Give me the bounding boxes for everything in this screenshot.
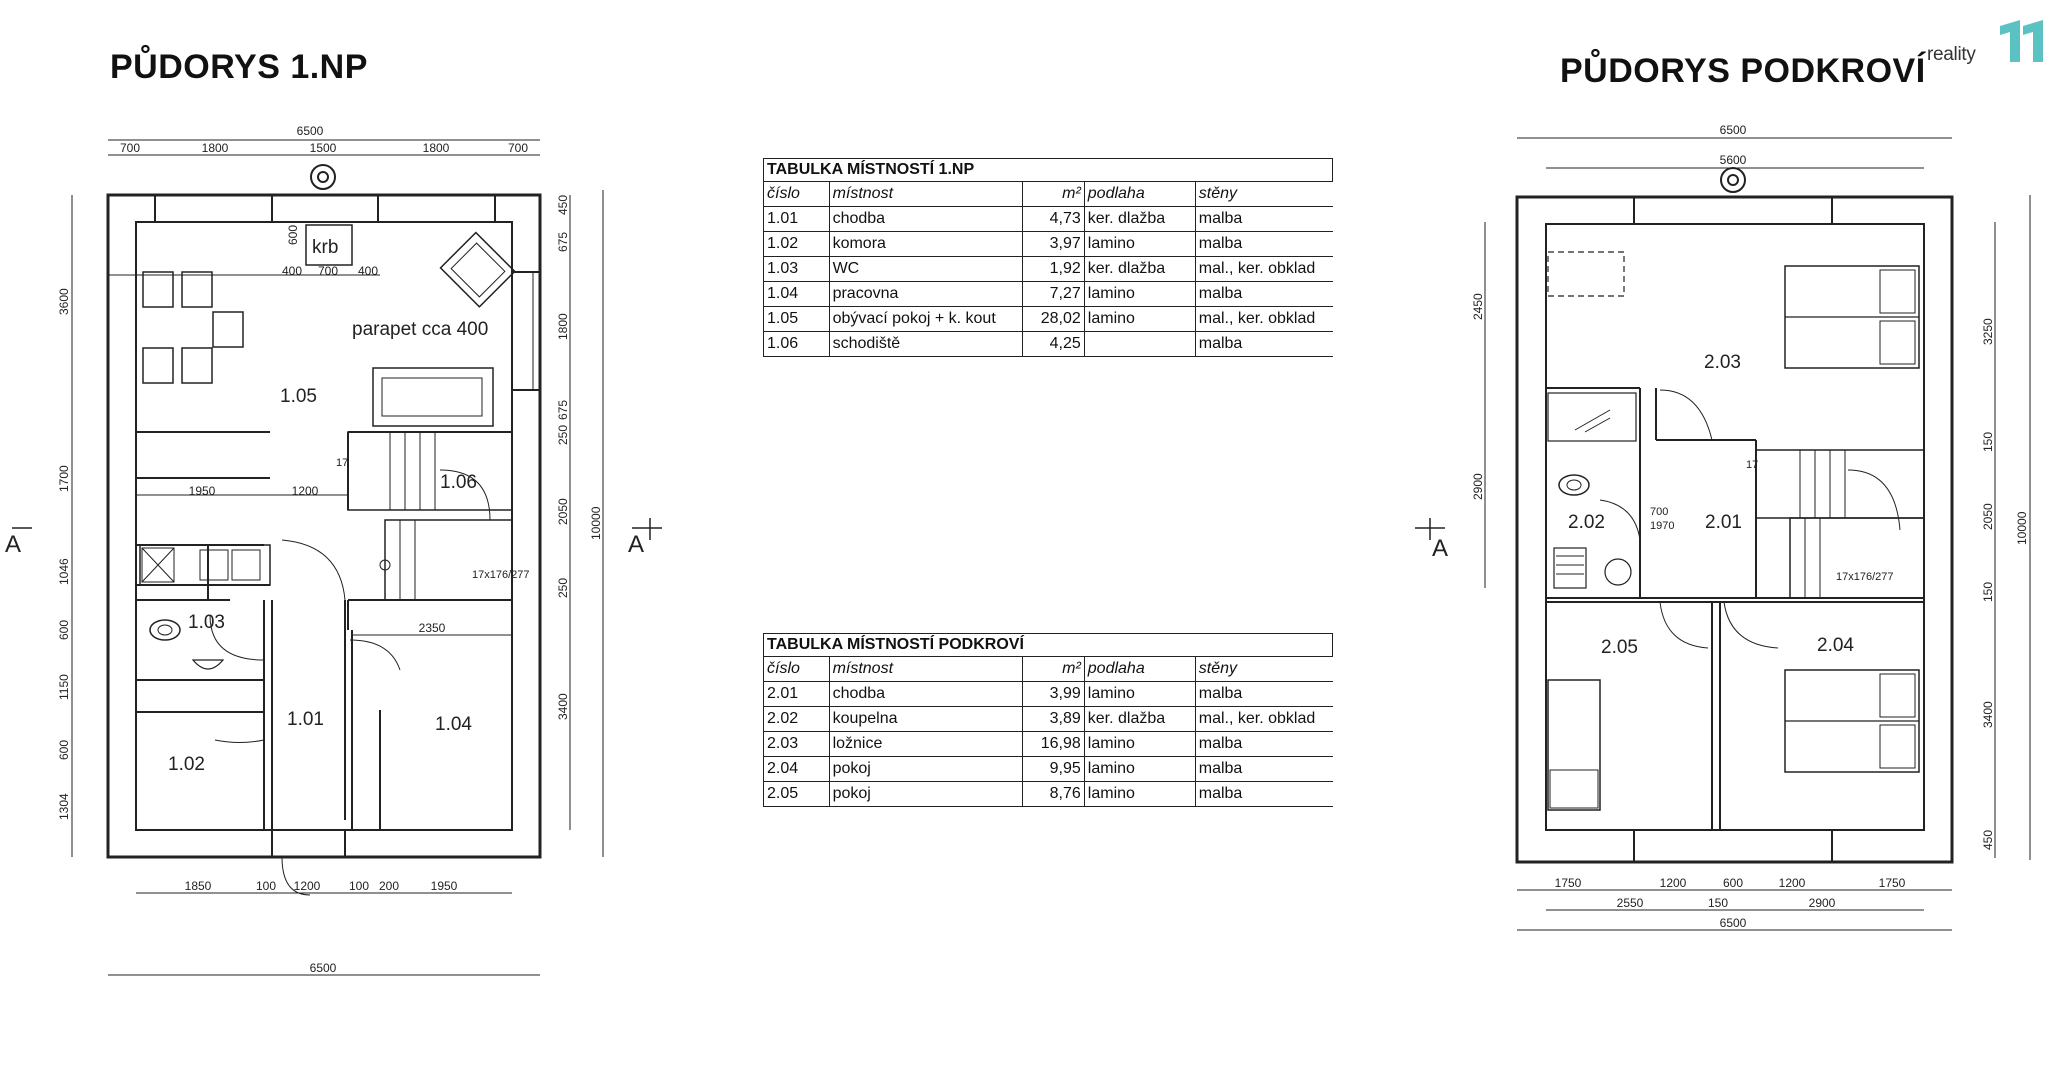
cell: malba	[1195, 757, 1333, 782]
dim-bottom-5: 200	[378, 879, 400, 893]
cell: 2.01	[764, 682, 830, 707]
cell: malba	[1195, 232, 1333, 257]
dim-left-3: 1046	[57, 558, 71, 585]
dim-top-total: 6500	[296, 124, 324, 138]
room-2-03: 2.03	[1704, 352, 1741, 373]
room-2-05: 2.05	[1601, 637, 1638, 658]
header-cislo: číslo	[764, 657, 830, 682]
table-header-row	[764, 182, 1334, 207]
room-2-04: 2.04	[1817, 635, 1854, 656]
krb-label: krb	[312, 237, 339, 258]
attic-dim-right-4: 150	[1981, 581, 1995, 602]
attic-dim-right-2: 150	[1981, 431, 1995, 452]
dim-top-2: 1800	[201, 141, 229, 155]
cell: malba	[1195, 782, 1333, 807]
header-area: m²	[1023, 182, 1085, 207]
attic-dim-top-total: 6500	[1719, 123, 1747, 137]
cell: lamino	[1084, 232, 1195, 257]
attic-dim-bottom-2: 1200	[1659, 876, 1687, 890]
cell: 7,27	[1023, 282, 1085, 307]
attic-dim-bottom-4: 1200	[1778, 876, 1806, 890]
dim-inner-1: 1950	[188, 484, 216, 498]
header-mistnost: místnost	[829, 657, 1023, 682]
attic-stair-label: 17x176/277	[1836, 571, 1894, 583]
table-row	[764, 732, 1334, 757]
attic-dim-bottom2-3: 2900	[1808, 896, 1836, 910]
cell: 3,97	[1023, 232, 1085, 257]
dim-top-1: 700	[119, 141, 141, 155]
cell: 28,02	[1023, 307, 1085, 332]
cell: ker. dlažba	[1084, 707, 1195, 732]
dim-bottom-1: 1850	[184, 879, 212, 893]
attic-dim-bottom-5: 1750	[1878, 876, 1906, 890]
cell: lamino	[1084, 682, 1195, 707]
room-table-ground	[763, 158, 1333, 357]
cell: 1.03	[764, 257, 830, 282]
room-1-02: 1.02	[168, 754, 205, 775]
cell: 2.03	[764, 732, 830, 757]
attic-dim-right-5: 3400	[1981, 701, 1995, 728]
cell: obývací pokoj + k. kout	[829, 307, 1023, 332]
room-table-attic	[763, 633, 1333, 807]
cell: komora	[829, 232, 1023, 257]
dim-left-5: 1150	[57, 674, 71, 700]
table-ground-caption: TABULKA MÍSTNOSTÍ 1.NP	[763, 158, 1333, 181]
dim-krb-3: 700	[317, 264, 339, 278]
dim-inner-2: 1200	[291, 484, 319, 498]
cell: chodba	[829, 207, 1023, 232]
table-row	[764, 307, 1334, 332]
cell: 1.05	[764, 307, 830, 332]
cell: lamino	[1084, 732, 1195, 757]
cell: 1.06	[764, 332, 830, 357]
dim-right-7: 250	[556, 577, 570, 598]
dim-right-6: 2050	[556, 498, 570, 525]
header-cislo: číslo	[764, 182, 830, 207]
cell: 3,89	[1023, 707, 1085, 732]
cell: lamino	[1084, 757, 1195, 782]
cell: 1.04	[764, 282, 830, 307]
ground-floor-title: PŮDORYS 1.NP	[110, 48, 368, 86]
cell: schodiště	[829, 332, 1023, 357]
attic-dim-bottom2-1: 2550	[1616, 896, 1644, 910]
dim-top-3: 1500	[309, 141, 337, 155]
table-row	[764, 257, 1334, 282]
table-row	[764, 332, 1334, 357]
table-row	[764, 757, 1334, 782]
cell: mal., ker. obklad	[1195, 707, 1333, 732]
dim-right-2: 675	[556, 231, 570, 252]
dim-krb-2: 400	[281, 264, 303, 278]
attic-dim-right-3: 2050	[1981, 503, 1995, 530]
table-header-row	[764, 657, 1334, 682]
cell: WC	[829, 257, 1023, 282]
cell: malba	[1195, 682, 1333, 707]
room-1-05: 1.05	[280, 386, 317, 407]
room-1-04: 1.04	[435, 714, 472, 735]
cell: ker. dlažba	[1084, 207, 1195, 232]
dim-bottom-total: 6500	[309, 961, 337, 975]
dim-krb-4: 400	[357, 264, 379, 278]
section-mark-right: A	[628, 531, 645, 558]
cell: ker. dlažba	[1084, 257, 1195, 282]
header-steny: stěny	[1195, 657, 1333, 682]
attic-dim-bottom2-2: 150	[1707, 896, 1729, 910]
cell: 16,98	[1023, 732, 1085, 757]
dim-bottom-4: 100	[348, 879, 370, 893]
dim-left-2: 1700	[57, 465, 71, 492]
table-row	[764, 707, 1334, 732]
attic-floor-title: PŮDORYS PODKROVÍ	[1560, 52, 1926, 90]
header-area: m²	[1023, 657, 1085, 682]
attic-stair-count: 17	[1746, 459, 1759, 471]
cell: 8,76	[1023, 782, 1085, 807]
cell: mal., ker. obklad	[1195, 307, 1333, 332]
cell: pokoj	[829, 757, 1023, 782]
logo-text: reality	[1927, 44, 1976, 65]
table-row	[764, 207, 1334, 232]
cell: lamino	[1084, 282, 1195, 307]
cell	[1084, 332, 1195, 357]
attic-dim-bottom-total: 6500	[1719, 916, 1747, 930]
door-dim-2: 1970	[1650, 520, 1675, 532]
table-row	[764, 232, 1334, 257]
attic-dim-left-2: 2900	[1471, 473, 1485, 500]
room-1-06: 1.06	[440, 472, 477, 493]
attic-dim-bottom-3: 600	[1722, 876, 1744, 890]
dim-top-5: 700	[507, 141, 529, 155]
stair-label: 17x176/277	[472, 569, 530, 581]
dim-right-5: 250	[556, 424, 570, 445]
dim-left-7: 1304	[57, 793, 71, 820]
cell: ložnice	[829, 732, 1023, 757]
cell: pokoj	[829, 782, 1023, 807]
dim-top-4: 1800	[422, 141, 450, 155]
dim-left-4: 600	[57, 619, 71, 640]
header-mistnost: místnost	[829, 182, 1023, 207]
cell: lamino	[1084, 782, 1195, 807]
dim-right-4: 675	[556, 399, 570, 420]
cell: 4,73	[1023, 207, 1085, 232]
cell: malba	[1195, 732, 1333, 757]
attic-dim-right-total: 10000	[2015, 511, 2029, 545]
room-2-01: 2.01	[1705, 512, 1742, 533]
cell: 1,92	[1023, 257, 1085, 282]
attic-dim-left-1: 2450	[1471, 293, 1485, 320]
dim-left-6: 600	[57, 739, 71, 760]
door-dim-1: 700	[1650, 506, 1669, 518]
attic-section-mark: A	[1432, 535, 1449, 562]
cell: chodba	[829, 682, 1023, 707]
parapet-label: parapet cca 400	[352, 319, 489, 340]
table-row	[764, 282, 1334, 307]
header-podlaha: podlaha	[1084, 657, 1195, 682]
room-1-03: 1.03	[188, 612, 225, 633]
dim-right-total: 10000	[589, 506, 603, 540]
room-1-01: 1.01	[287, 709, 324, 730]
cell: 4,25	[1023, 332, 1085, 357]
cell: lamino	[1084, 307, 1195, 332]
header-podlaha: podlaha	[1084, 182, 1195, 207]
cell: 3,99	[1023, 682, 1085, 707]
cell: malba	[1195, 207, 1333, 232]
dim-right-8: 3400	[556, 693, 570, 720]
attic-dim-top-inner: 5600	[1719, 153, 1747, 167]
cell: 1.02	[764, 232, 830, 257]
cell: 2.02	[764, 707, 830, 732]
dim-bottom-3: 1200	[293, 879, 321, 893]
dim-inner-3: 2350	[418, 621, 446, 635]
cell: 2.05	[764, 782, 830, 807]
cell: pracovna	[829, 282, 1023, 307]
cell: 1.01	[764, 207, 830, 232]
cell: malba	[1195, 282, 1333, 307]
cell: koupelna	[829, 707, 1023, 732]
table-attic-caption: TABULKA MÍSTNOSTÍ PODKROVÍ	[763, 633, 1333, 656]
section-mark-left: A	[5, 531, 22, 558]
stair-count: 17	[336, 457, 349, 469]
table-row	[764, 782, 1334, 807]
dim-right-1: 450	[556, 194, 570, 215]
header-steny: stěny	[1195, 182, 1333, 207]
attic-dim-bottom-1: 1750	[1554, 876, 1582, 890]
dim-bottom-2: 100	[255, 879, 277, 893]
attic-dim-right-6: 450	[1981, 829, 1995, 850]
dim-left-1: 3600	[57, 288, 71, 315]
dim-krb-1: 600	[286, 224, 300, 245]
attic-dim-right-1: 3250	[1981, 318, 1995, 345]
cell: mal., ker. obklad	[1195, 257, 1333, 282]
cell: 2.04	[764, 757, 830, 782]
dim-right-3: 1800	[556, 313, 570, 340]
cell: 9,95	[1023, 757, 1085, 782]
room-2-02: 2.02	[1568, 512, 1605, 533]
table-row	[764, 682, 1334, 707]
dim-bottom-6: 1950	[430, 879, 458, 893]
cell: malba	[1195, 332, 1333, 357]
